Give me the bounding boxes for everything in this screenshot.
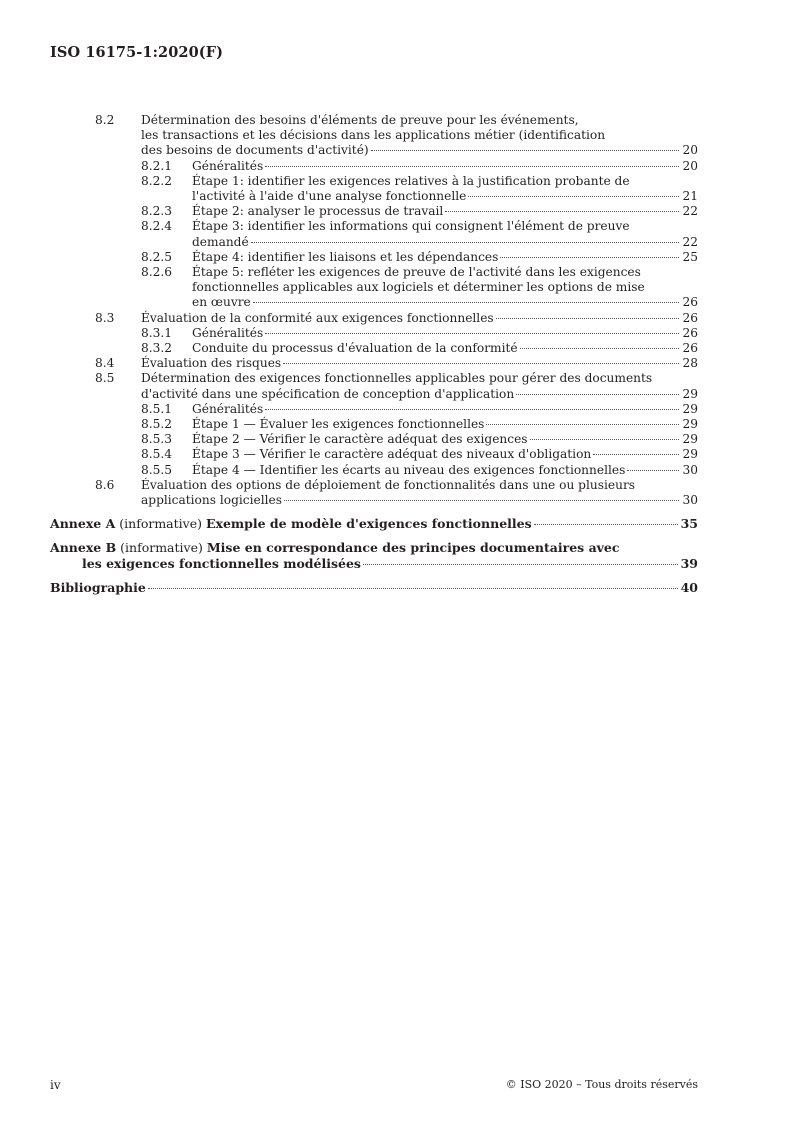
toc-entry-annex-a[interactable] [0,516,793,532]
toc-entry-8-5-3[interactable] [0,432,793,447]
toc-entry-8-5-5[interactable] [0,463,793,478]
annex-title: Exemple de modèle d'exigences fonctionnelles [205,516,532,532]
toc-entry-title-line: Étape 1 — Évaluer les exigences fonctionnelles [192,417,485,432]
toc-page-number: 30 [682,493,698,508]
annex-title: Mise en correspondance des principes documentaires avec [206,540,620,556]
toc-entry-title-line: demandé [192,234,249,249]
dot-leader [251,242,680,243]
toc-page-number: 29 [682,401,698,416]
annex-qualifier: (informative) [119,516,202,532]
toc-page-number: 29 [682,417,698,432]
toc-entry-number: 8.5.2 [141,417,173,432]
toc-entry-number: 8.4 [95,356,115,371]
document-header: ISO 16175-1:2020(F) [50,44,224,61]
toc-entry-title-line: Étape 2 — Vérifier le caractère adéquat des exigences [192,432,528,447]
toc-entry-title-line: Conduite du processus d'évaluation de la conformité [192,341,518,356]
toc-entry-number: 8.2.1 [141,158,173,173]
toc-entry-title-line: Évaluation des options de déploiement de fonctionnalités dans une ou plusieurs [141,477,636,492]
dot-leader [445,211,679,212]
toc-entry-8-5[interactable] [0,371,793,401]
toc-entry-title-line: l'activité à l'aide d'une analyse fonctionnelle [192,189,467,204]
toc-page-number: 22 [682,204,698,219]
dot-leader [265,333,679,334]
toc-entry-8-2[interactable] [0,113,793,159]
toc-entry-8-2-2[interactable] [0,174,793,204]
toc-entry-number: 8.2.4 [141,219,173,234]
dot-leader [534,524,678,525]
toc-entry-title-line: Généralités [192,158,264,173]
toc-entry-8-5-2[interactable] [0,417,793,432]
dot-leader [530,439,680,440]
toc-page-number: 25 [682,249,698,264]
toc-page-number: 39 [680,555,698,571]
toc-entry-number: 8.3.2 [141,341,173,356]
toc-page-number: 22 [682,234,698,249]
toc-entry-number: 8.3.1 [141,325,173,340]
footer-copyright: © ISO 2020 – Tous droits réservés [505,1078,698,1091]
toc-page-number: 40 [680,579,698,595]
toc-entry-title-line: Étape 5: refléter les exigences de preuve de l'activité dans les exigences [192,265,641,280]
toc-page-number: 26 [682,325,698,340]
toc-entry-number: 8.2.5 [141,249,173,264]
toc-entry-number: 8.2.6 [141,265,173,280]
toc-entry-8-3[interactable] [0,311,793,326]
toc-entry-number: 8.5.1 [141,401,173,416]
dot-leader [486,424,679,425]
toc-page-number: 29 [682,447,698,462]
toc-entry-8-2-4[interactable] [0,219,793,249]
dot-leader [265,409,679,410]
toc-page-number: 26 [682,310,698,325]
toc-page-number: 30 [682,462,698,477]
table-of-contents [0,113,793,595]
annex-label: Annexe B [50,540,117,556]
toc-entry-8-3-2[interactable] [0,341,793,356]
toc-entry-number: 8.5.3 [141,432,173,447]
toc-entry-8-2-3[interactable] [0,204,793,219]
toc-entry-8-5-1[interactable] [0,402,793,417]
annex-title: les exigences fonctionnelles modélisées [82,555,361,571]
toc-page-number: 20 [682,158,698,173]
toc-page-number: 35 [680,516,698,532]
toc-entry-title-line: Étape 3 — Vérifier le caractère adéquat des niveaux d'obligation [192,447,592,462]
dot-leader [500,257,679,258]
toc-page-number: 21 [682,189,698,204]
toc-entry-title-line: applications logicielles [141,493,283,508]
dot-leader [516,394,679,395]
annex-label: Annexe A [50,516,116,532]
toc-entry-8-3-1[interactable] [0,326,793,341]
toc-entry-title-line: Généralités [192,401,264,416]
dot-leader [284,500,679,501]
toc-page-number: 20 [682,143,698,158]
bibliography-label: Bibliographie [50,579,146,595]
toc-entry-8-2-1[interactable] [0,159,793,174]
toc-entry-8-5-4[interactable] [0,447,793,462]
toc-entry-title-line: en œuvre [192,295,251,310]
toc-entry-number: 8.2 [95,113,115,127]
toc-entry-title-line: Étape 2: analyser le processus de travail [192,204,444,219]
toc-page-number: 26 [682,341,698,356]
toc-entry-title-line: Évaluation des risques [141,356,282,371]
toc-entry-title-line: les transactions et les décisions dans les applications métier (identification [141,128,606,143]
toc-entry-bibliography[interactable] [0,580,793,596]
footer-page-number: iv [50,1078,61,1092]
dot-leader [468,196,679,197]
toc-entry-number: 8.5.5 [141,462,173,477]
toc-entry-number: 8.3 [95,310,115,325]
dot-leader [363,564,678,565]
toc-entry-title-line: Évaluation de la conformité aux exigences fonctionnelles [141,310,494,325]
dot-leader [283,363,679,364]
toc-page-number: 29 [682,432,698,447]
toc-entry-annex-b[interactable] [0,540,793,572]
toc-entry-number: 8.5.4 [141,447,173,462]
dot-leader [593,454,679,455]
toc-entry-title-line: Détermination des besoins d'éléments de preuve pour les événements, [141,113,579,127]
toc-entry-title-line: d'activité dans une spécification de conception d'application [141,386,515,401]
dot-leader [253,302,680,303]
toc-entry-8-2-5[interactable] [0,250,793,265]
annex-qualifier: (informative) [120,540,203,556]
toc-entry-number: 8.6 [95,477,115,492]
toc-entry-title-line: Étape 1: identifier les exigences relatives à la justification probante de [192,173,630,188]
toc-entry-title-line: des besoins de documents d'activité) [141,143,369,158]
dot-leader [520,348,680,349]
toc-entry-title-line: fonctionnelles applicables aux logiciels et déterminer les options de mise [192,280,645,295]
dot-leader [627,470,679,471]
toc-page-number: 29 [682,386,698,401]
toc-entry-title-line: Étape 4 — Identifier les écarts au niveau des exigences fonctionnelles [192,462,626,477]
toc-entry-number: 8.2.2 [141,173,173,188]
dot-leader [496,318,680,319]
dot-leader [148,588,678,589]
toc-entry-number: 8.5 [95,371,115,386]
toc-entry-title-line: Étape 3: identifier les informations qui consignent l'élément de preuve [192,219,630,234]
toc-page-number: 26 [682,295,698,310]
dot-leader [371,150,680,151]
toc-entry-title-line: Généralités [192,325,264,340]
dot-leader [265,166,679,167]
toc-entry-8-6[interactable] [0,478,793,508]
toc-entry-title-line: Détermination des exigences fonctionnelles applicables pour gérer des documents [141,371,653,386]
toc-entry-8-4[interactable] [0,356,793,371]
toc-entry-title-line: Étape 4: identifier les liaisons et les dépendances [192,249,499,264]
toc-entry-8-2-6[interactable] [0,265,793,311]
toc-entry-number: 8.2.3 [141,204,173,219]
toc-page-number: 28 [682,356,698,371]
